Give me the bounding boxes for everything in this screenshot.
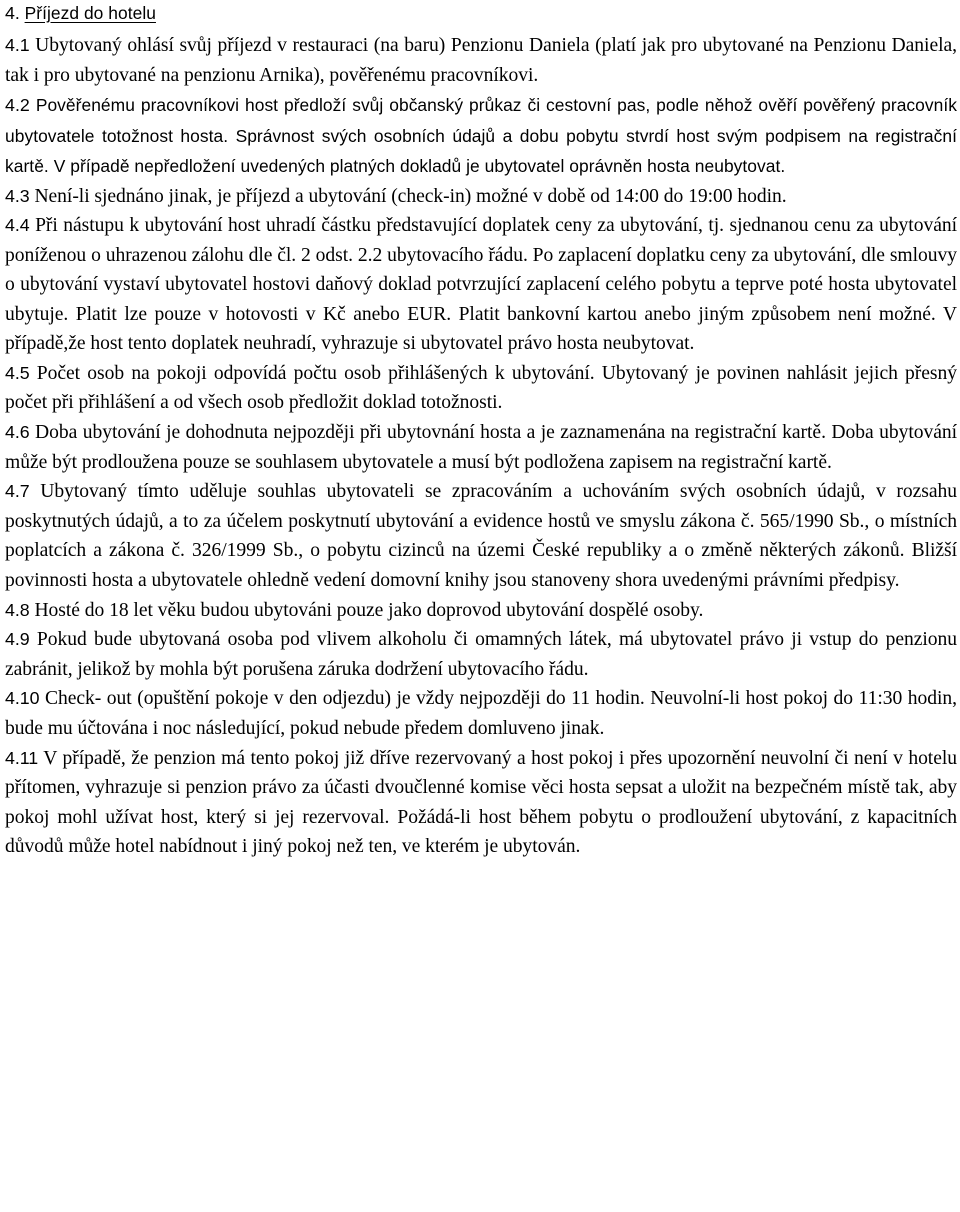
paragraph-number: 4.1	[5, 35, 30, 55]
paragraph-text-signature: Správnost svých osobních údajů a dobu pobytu stvrdí host svým podpisem na registrační kartě.	[5, 125, 957, 177]
paragraph-4-3	[5, 182, 957, 212]
paragraph-number: 4.2	[5, 95, 30, 116]
paragraph-text: Check- out (opuštění pokoje v den odjezdu) je vždy nejpozději do 11 hodin. Neuvolní-li host pokoj do 11:30 hodin, bude mu účtována i noc následující, pokud nebude předem domluveno jinak.	[5, 688, 957, 739]
paragraph-text: Není-li sjednáno jinak, je příjezd a ubytování (check-in) možné v době od 14:00 do 19:00 hodin.	[34, 185, 787, 207]
paragraph-number: 4.3	[5, 185, 30, 206]
paragraph-4-8	[5, 596, 957, 626]
paragraph-4-6	[5, 418, 957, 477]
section-heading	[5, 0, 957, 29]
paragraph-number: 4.9	[5, 629, 30, 650]
paragraph-4-9	[5, 625, 957, 684]
paragraph-number: 4.7	[5, 481, 30, 502]
paragraph-4-10	[5, 684, 957, 743]
paragraph-number: 4.8	[5, 599, 30, 620]
paragraph-text: Hosté do 18 let věku budou ubytováni pouze jako doprovod ubytování dospělé osoby.	[34, 599, 704, 621]
section-heading-title: Příjezd do hotelu	[24, 3, 156, 23]
paragraph-text: Pokud bude ubytovaná osoba pod vlivem alkoholu či omamných látek, má ubytovatel právo ji vstup do penzionu zabránit, jelikož by mohla být porušena záruka dodržení ubytovacího řádu.	[5, 629, 958, 680]
document-page	[5, 0, 957, 862]
paragraph-4-4	[5, 211, 957, 359]
paragraph-4-1	[5, 31, 957, 90]
paragraph-number: 4.11	[5, 747, 39, 768]
paragraph-text: Počet osob na pokoji odpovídá počtu osob přihlášených k ubytování. Ubytovaný je povinen nahlásit jejich přesný počet při přihlášení a od všech osob předložit doklad totožnosti.	[5, 362, 957, 414]
paragraph-number: 4.5	[5, 362, 30, 383]
paragraph-text-consequence: V případě nepředložení uvedených platných dokladů je ubytovatel oprávněn hosta neubytovat.	[53, 156, 786, 177]
paragraph-text: Ubytovaný tímto uděluje souhlas ubytovateli se zpracováním a uchováním svých osobních údajů, v rozsahu poskytnutých údajů, a to za účelem poskytnutí ubytování a evidence hostů ve smyslu zákona č. 565/1990 Sb., o místních poplatcích a zákona č. 326/1999 Sb., o pobytu cizinců na územi České republiky a o změně některých zákonů. Bližší povinnosti hosta a ubytovatele ohledně vedení domovní knihy jsou stanoveny shora uvedenými právními předpisy.	[5, 481, 957, 591]
section-heading-number: 4.	[5, 3, 20, 23]
paragraph-text: Ubytovaný ohlásí svůj příjezd v restauraci (na baru) Penzionu Daniela (platí jak pro ubytované na Penzionu Daniela, tak i pro ubytované na penzionu Arnika), pověřenému pracovníkovi.	[5, 35, 957, 86]
paragraph-number: 4.4	[5, 215, 30, 236]
paragraph-text: Doba ubytování je dohodnuta nejpozději při ubytovnání hosta a je zaznamenána na registrační kartě. Doba ubytování může být prodloužena pouze se souhlasem ubytovatele a musí být podložena zapisem na registrační kartě.	[5, 421, 957, 473]
paragraph-4-11	[5, 744, 957, 862]
paragraph-text: V případě, že penzion má tento pokoj již dříve rezervovaný a host pokoj i přes upozornění neuvolní či není v hotelu přítomen, vyhrazuje si penzion právo za účasti dvoučlenné komise věci hosta sepsat a uložit na bezpečném místě tak, aby pokoj mohl užívat host, který si jej rezervoval. Požádá-li host během pobytu o prodloužení ubytování, z kapacitních důvodů může hotel nabídnout i jiný pokoj než ten, ve kterém je ubytován.	[5, 747, 957, 858]
paragraph-number: 4.10	[5, 688, 40, 709]
paragraph-4-2	[5, 90, 957, 182]
paragraph-text: Při nástupu k ubytování host uhradí částku představující doplatek ceny za ubytování, tj. sjednanou cenu za ubytování poníženou o uhrazenou zálohu dle čl. 2 odst. 2.2 ubytovacího řádu. Po zaplacení doplatku ceny za ubytování, dle smlouvy o ubytování vystaví ubytovatel hostovi daňový doklad potvrzující zaplacení celého pobytu a teprve poté hosta ubytovatel ubytuje. Platit lze pouze v hotovosti v Kč anebo EUR. Platit bankovní kartou anebo jiným způsobem není možné. V případě,že host tento doplatek neuhradí, vyhrazuje si ubytovatel právo hosta neubytovat.	[5, 215, 957, 355]
paragraph-4-5	[5, 359, 957, 418]
paragraph-number: 4.6	[5, 421, 30, 442]
paragraph-4-7	[5, 477, 957, 595]
paragraph-text: Pověřenému pracovníkovi host předloží svůj občanský průkaz či cestovní pas, podle něhož ověří pověřený pracovník ubytovatele totožnost hosta.	[5, 95, 957, 146]
